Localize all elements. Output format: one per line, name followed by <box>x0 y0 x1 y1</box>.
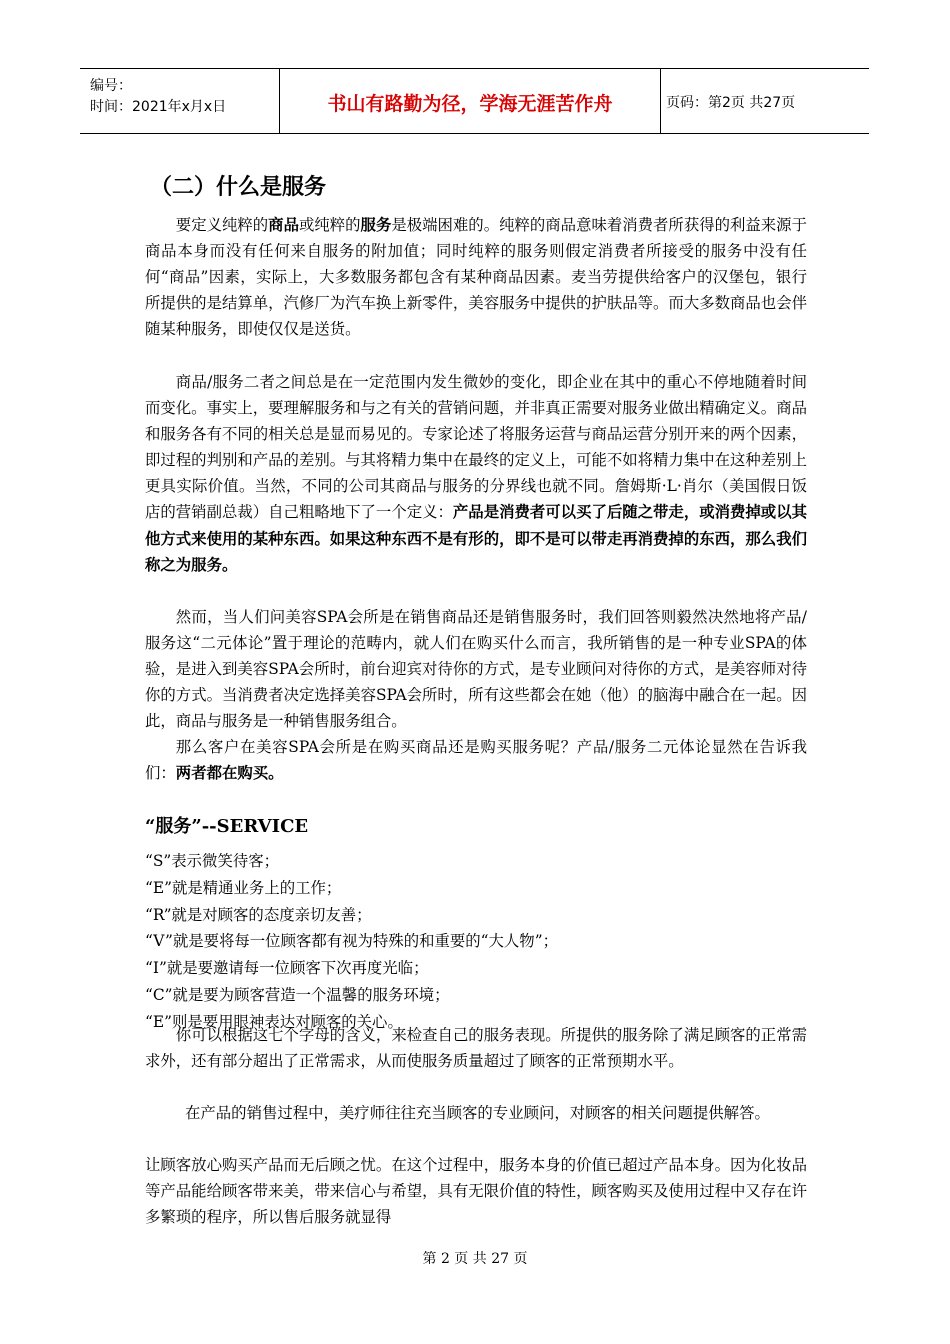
header-motto-cell <box>280 69 661 133</box>
text-run: 商品/服务二者之间总是在一定范围内发生微妙的变化，即企业在其中的重心不停地随着时间而变化。事实上，要理解服务和与之有关的营销问题，并非真正需要对服务业做出精确定义。商品和服务各有不同的相关总是显而易见的。专家论述了将服务运营与商品运营分别开来的两个因素，即过程的判别和产品的差别。与其将精力集中在最终的定义上，可能不如将精力集中在这种差别上更具实际价值。当然，不同的公司其商品与服务的分界线也就不同。詹姆斯·L·肖尔（美国假日饭店的营销副总裁）自己粗略地下了一个定义： <box>145 373 807 522</box>
text-run: 在产品的销售过程中，美疗师往往充当顾客的专业顾问，对顾客的相关问题提供解答。 <box>185 1104 770 1122</box>
paragraph-aftersales: 让顾客放心购买产品而无后顾之忧。在这个过程中，服务本身的价值已超过产品本身。因为化妆品等产品能给顾客带来美，带来信心与希望，具有无限价值的特性，顾客购买及使用过程中又存在许多繁琐的程序，所以售后服务就显得 <box>145 1156 807 1227</box>
bold-definition: 产品是消费者可以买了后随之带走，或消费掉或以其他方式来使用的某种东西。如果这种东西不是有形的，即不是可以带走再消费掉的东西，那么我们称之为服务。 <box>145 503 807 574</box>
paragraph-consultant <box>185 1100 807 1126</box>
bold-term-service: 服务 <box>360 216 392 234</box>
section-title: （二）什么是服务 <box>150 175 327 200</box>
page-footer: 第 2 页 共 27 页 <box>422 1251 528 1267</box>
list-item: “I”就是要邀请每一位顾客下次再度光临； <box>145 959 429 978</box>
text-run: 要定义纯粹的 <box>175 216 269 234</box>
motto: 书山有路勤为径，学海无涯苦作舟 <box>327 93 613 115</box>
paragraph-self-check: 你可以根据这七个字母的含义，来检查自己的服务表现。所提供的服务除了满足顾客的正常需求外，还有部分超出了正常需求，从而使服务质量超过了顾客的正常预期水平。 <box>145 1026 807 1071</box>
header-page-cell <box>661 69 869 133</box>
bold-term-goods: 商品 <box>268 216 299 234</box>
list-item: “R”就是对顾客的态度亲切友善； <box>145 905 372 924</box>
list-item: “E”就是精通业务上的工作； <box>145 878 342 897</box>
paragraph-goods-service <box>145 369 807 578</box>
list-item: “S”表示微笑待客； <box>145 852 280 870</box>
list-item: “C”就是要为顾客营造一个温馨的服务环境； <box>145 985 450 1004</box>
bold-answer: 两者都在购买。 <box>175 764 284 783</box>
service-letter-list <box>145 848 558 1036</box>
service-heading: “服务”--SERVICE <box>145 816 309 837</box>
time-label: 时间：2021年x月x日 <box>90 99 227 115</box>
text-run: 是极端困难的。纯粹的商品意味着消费者所获得的利益来源于商品本身而没有任何来自服务的附加值；同时纯粹的服务则假定消费者所接受的服务中没有任何“商品”因素，实际上，大多数服务都包含有某种商品因素。麦当劳提供给客户的汉堡包，银行所提供的是结算单，汽修厂为汽车换上新零件，美容服务中提供的护肤品等。而大多数商品也会伴随某种服务，即使仅仅是送货。 <box>145 216 807 339</box>
paragraph-spa: 然而，当人们问美容SPA会所是在销售商品还是销售服务时，我们回答则毅然决然地将产品/服务这“二元体论”置于理论的范畴内，就人们在购买什么而言，我所销售的是一种专业SPA的体验，是进入到美容SPA会所时，前台迎宾对待你的方式，是专业顾问对待你的方式，是美容师对待你的方式。当消费者决定选择美容SPA会所时，所有这些都会在她（他）的脑海中融合在一起。因此，商品与服务是一种销售服务组合。 <box>145 608 807 731</box>
text-run: 或纯粹的 <box>298 216 361 234</box>
list-item: “V”就是要将每一位顾客都有视为特殊的和重要的“大人物”； <box>145 932 558 951</box>
paragraph-definition <box>145 212 807 342</box>
serial-label: 编号： <box>90 78 132 94</box>
paragraph-question <box>145 734 807 786</box>
header-meta-cell <box>80 69 280 133</box>
text-run: 那么客户在美容SPA会所是在购买商品还是购买服务呢？产品/服务二元体论显然在告诉我们： <box>145 738 807 783</box>
list-item: “E”则是要用眼神表达对顾客的关心。 <box>145 1012 403 1031</box>
page-code: 页码：第2页 共27页 <box>666 95 796 111</box>
page-header <box>80 68 869 134</box>
